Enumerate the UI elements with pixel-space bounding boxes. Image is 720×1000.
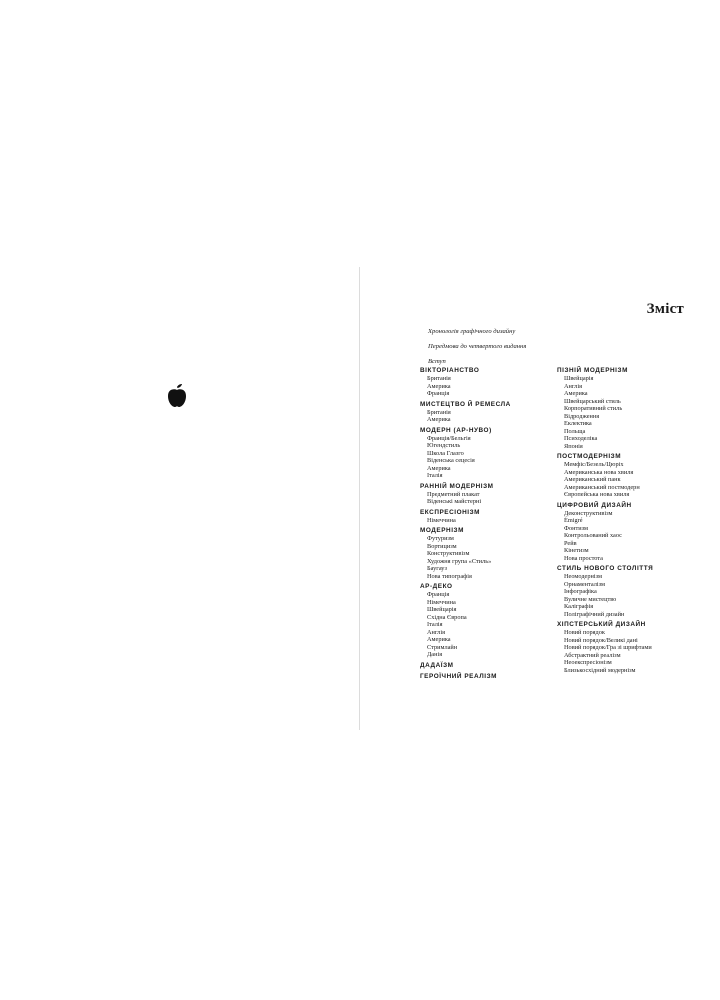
toc-entry: Італія xyxy=(427,621,443,628)
section-heading: ХІПСТЕРСЬКИЙ ДИЗАЙН xyxy=(557,621,646,628)
toc-entry: Баугауз xyxy=(427,565,447,572)
toc-entry: Вортицизм xyxy=(427,542,457,550)
toc-entry: Еклектика xyxy=(564,420,592,427)
toc-section xyxy=(420,582,560,659)
toc-entry: Кінетизм xyxy=(564,547,589,554)
toc-entry: Франція/Бельгія xyxy=(427,434,471,442)
toc-entry: Американський постмодерн xyxy=(564,483,640,491)
section-heading: РАННІЙ МОДЕРНІЗМ xyxy=(420,482,494,490)
toc-section xyxy=(420,366,560,398)
toc-entry: Британія xyxy=(427,375,451,382)
toc-right-column xyxy=(557,366,697,676)
toc-entry: Контрольований хаос xyxy=(564,532,622,539)
toc-entry: Франція xyxy=(427,390,450,397)
section-heading: МОДЕРН (АР-НУВО) xyxy=(420,426,492,434)
toc-section xyxy=(420,508,560,525)
toc-entry: Поліграфічний дизайн xyxy=(564,610,625,618)
toc-section xyxy=(420,672,560,681)
toc-section xyxy=(420,426,560,480)
toc-entry: Новий порядок xyxy=(564,629,605,636)
toc-entry: Фонтизм xyxy=(564,524,588,532)
toc-entry: Німеччина xyxy=(427,516,456,524)
section-heading: ЕКСПРЕСІОНІЗМ xyxy=(420,508,481,516)
toc-entry: Каліграфія xyxy=(564,603,594,610)
toc-entry: Східна Європа xyxy=(427,613,467,621)
section-heading: ЦИФРОВИЙ ДИЗАЙН xyxy=(557,501,632,509)
toc-entry: Англія xyxy=(564,382,582,390)
toc-section xyxy=(420,526,560,580)
toc-entry: Футуризм xyxy=(427,535,454,542)
toc-entry: Америка xyxy=(427,636,451,643)
section-heading: АР-ДЕКО xyxy=(420,583,453,590)
toc-entry: Новий порядок/Гра зі шрифтами xyxy=(564,644,652,651)
toc-entry: Америка xyxy=(427,416,451,423)
toc-section xyxy=(557,564,697,618)
toc-entry: Німеччина xyxy=(427,598,456,606)
toc-entry: Америка xyxy=(427,464,451,472)
toc-entry: Вуличне мистецтво xyxy=(564,595,617,603)
toc-entry: Британія xyxy=(427,408,451,416)
section-heading: ДАДАЇЗМ xyxy=(420,661,454,669)
toc-entry: Швейцарський стиль xyxy=(564,397,621,405)
toc-entry: Конструктивізм xyxy=(427,550,470,557)
toc-entry: Америка xyxy=(564,390,588,397)
toc-entry: Європейська нова хвиля xyxy=(564,491,630,498)
toc-entry: Швейцарія xyxy=(564,375,594,382)
section-heading: МОДЕРНІЗМ xyxy=(420,527,464,534)
toc-entry: Близькосхідний модернізм xyxy=(564,666,636,674)
toc-entry: Інфографіка xyxy=(564,588,597,595)
front-matter-list xyxy=(428,326,526,370)
section-heading: МИСТЕЦТВО Й РЕМЕСЛА xyxy=(420,400,511,408)
toc-section xyxy=(557,366,697,450)
toc-entry: Неоекспресіонізм xyxy=(564,659,612,666)
toc-entry: Новий порядок/Великі дані xyxy=(564,636,638,644)
toc-entry: Рейв xyxy=(564,539,577,547)
toc-entry: Корпоративний стиль xyxy=(564,405,623,412)
toc-entry: Стримлайн xyxy=(427,643,458,651)
front-matter-item: Вступ xyxy=(428,357,446,365)
toc-entry: Орнаменталізм xyxy=(564,580,605,588)
toc-section xyxy=(420,400,560,424)
toc-entry: Американський панк xyxy=(564,476,621,483)
toc-entry: Мемфіс/Безель/Цюріх xyxy=(564,461,624,468)
toc-entry: Неомодернізм xyxy=(564,573,602,580)
front-matter-item: Хронологія графічного дизайну xyxy=(428,328,516,335)
toc-entry: Віденські майстерні xyxy=(427,498,482,505)
toc-entry: Польща xyxy=(564,427,586,435)
toc-entry: Югендстиль xyxy=(427,442,461,449)
toc-entry: Італія xyxy=(427,472,443,479)
toc-section xyxy=(557,501,697,563)
toc-section xyxy=(557,620,697,674)
toc-left-column xyxy=(420,366,560,683)
apple-icon xyxy=(166,383,188,409)
toc-entry: Франція xyxy=(427,591,450,598)
toc-entry: Американська нова хвиля xyxy=(564,468,634,476)
toc-section xyxy=(420,482,560,506)
toc-section xyxy=(557,452,697,499)
toc-entry: Школа Глазго xyxy=(427,449,464,457)
toc-entry: Абстрактний реалізм xyxy=(564,651,621,659)
toc-entry: Англія xyxy=(427,628,445,636)
toc-entry: Віденська сецесія xyxy=(427,457,475,464)
toc-entry: Émigré xyxy=(564,517,583,524)
page-title: Зміст xyxy=(646,301,684,317)
page-gutter xyxy=(359,267,360,730)
section-heading: СТИЛЬ НОВОГО СТОЛІТТЯ xyxy=(557,565,654,572)
toc-entry: Предметний плакат xyxy=(427,490,480,498)
toc-entry: Деконструктивізм xyxy=(564,509,613,517)
section-heading: ВІКТОРІАНСТВО xyxy=(420,367,480,374)
toc-entry: Японія xyxy=(564,442,583,450)
toc-entry: Відродження xyxy=(564,412,600,420)
toc-entry: Нова типографія xyxy=(427,572,472,580)
toc-entry: Данія xyxy=(427,651,443,658)
toc-entry: Америка xyxy=(427,382,451,390)
toc-entry: Психоделіка xyxy=(564,435,598,442)
toc-entry: Швейцарія xyxy=(427,606,457,613)
toc-section xyxy=(420,661,560,670)
section-heading: ПОСТМОДЕРНІЗМ xyxy=(557,453,622,460)
section-heading: ПІЗНІЙ МОДЕРНІЗМ xyxy=(557,367,628,374)
section-heading: ГЕРОЇЧНИЙ РЕАЛІЗМ xyxy=(420,672,498,680)
toc-entry: Нова простота xyxy=(564,554,603,562)
front-matter-item: Передмова до четвертого видання xyxy=(428,342,527,350)
toc-entry: Художня група «Стиль» xyxy=(427,557,492,565)
